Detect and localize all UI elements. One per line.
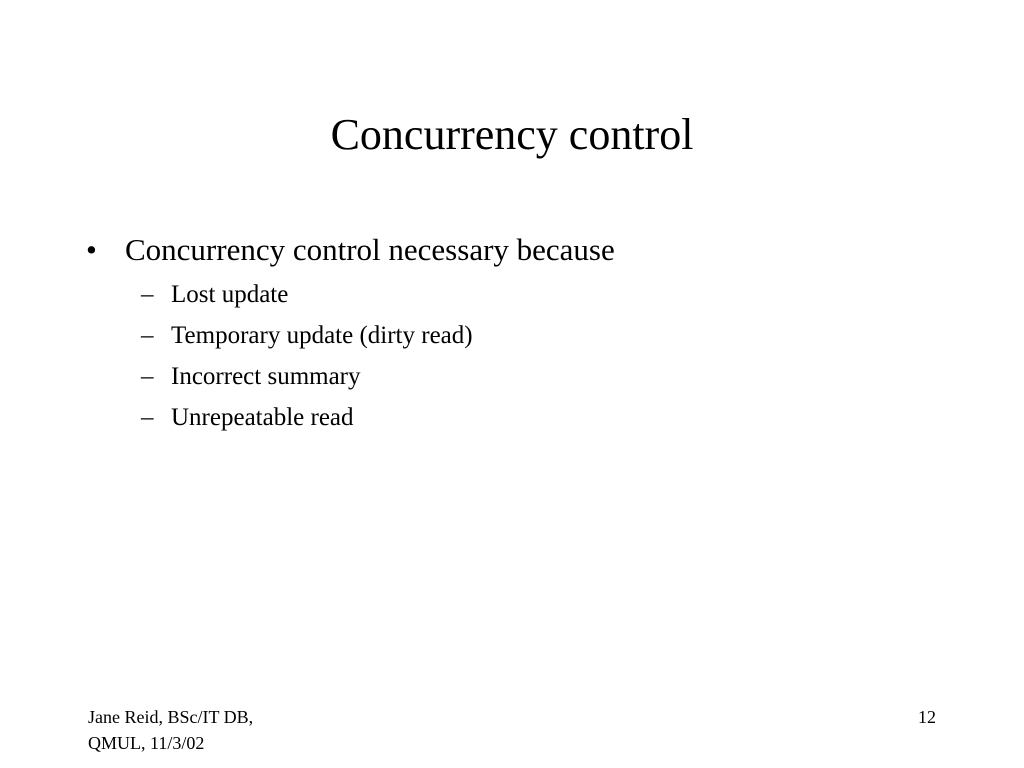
dash-marker: – (141, 322, 154, 349)
bullet-item (86, 229, 986, 271)
bullet-list (86, 229, 986, 438)
sub-bullet-text: Temporary update (dirty read) (171, 322, 473, 349)
page-number: 12 (918, 707, 936, 727)
sub-bullet-text: Incorrect summary (171, 363, 361, 390)
dash-marker: – (141, 281, 154, 308)
sub-bullet-item (86, 397, 986, 438)
sub-bullet-item (86, 315, 986, 356)
dash-marker: – (141, 404, 154, 431)
slide-title: Concurrency control (330, 110, 694, 159)
bullet-text: Concurrency control necessary because (125, 232, 615, 267)
sub-bullet-item (86, 356, 986, 397)
footer-author-line-2: QMUL, 11/3/02 (88, 733, 205, 753)
sub-bullet-item (86, 274, 986, 315)
footer-author-line-1: Jane Reid, BSc/IT DB, (88, 707, 254, 727)
sub-bullet-list (86, 274, 986, 438)
footer-author (88, 704, 253, 756)
dash-marker: – (141, 363, 154, 390)
bullet-marker: • (86, 232, 97, 267)
sub-bullet-text: Unrepeatable read (171, 404, 354, 431)
sub-bullet-text: Lost update (171, 281, 289, 308)
